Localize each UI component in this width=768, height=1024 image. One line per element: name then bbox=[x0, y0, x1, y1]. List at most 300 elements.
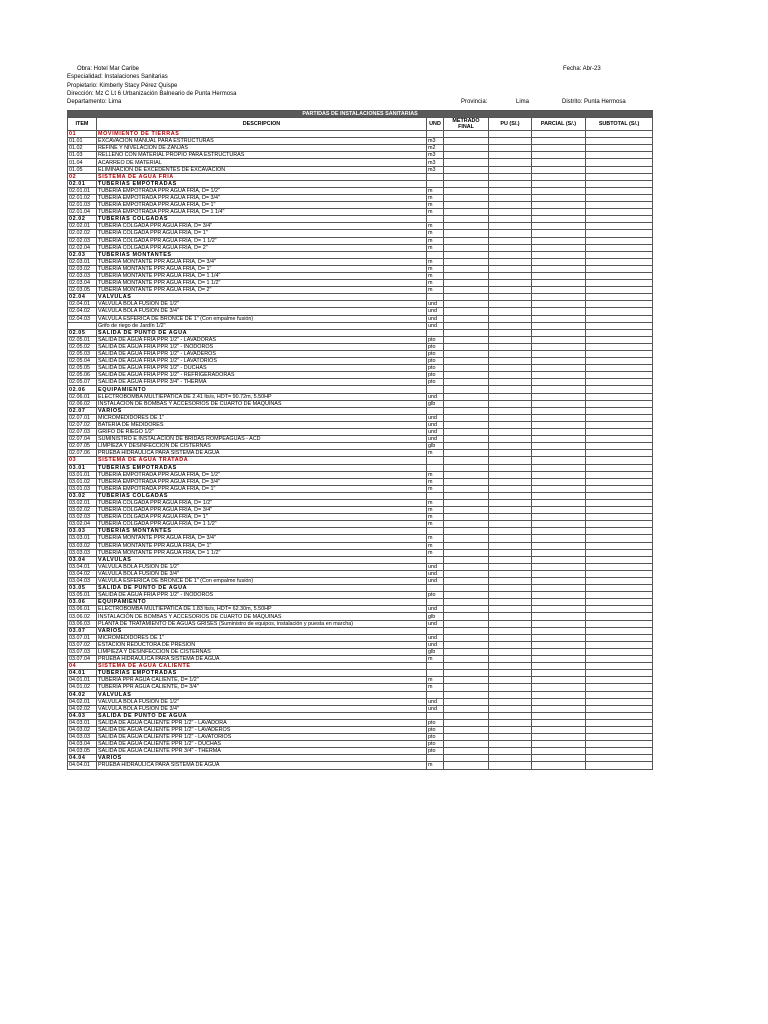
parcial-cell bbox=[532, 393, 586, 400]
subtotal-cell bbox=[586, 421, 653, 428]
table-row bbox=[68, 641, 653, 648]
subtotal-cell bbox=[586, 535, 653, 542]
item-cell: 04.01.01 bbox=[68, 677, 97, 684]
description-cell: MOVIMIENTO DE TIERRAS bbox=[97, 131, 427, 138]
pu-cell bbox=[489, 656, 532, 663]
parcial-cell bbox=[532, 173, 586, 180]
pu-cell bbox=[489, 173, 532, 180]
unit-cell: und bbox=[427, 421, 444, 428]
unit-cell bbox=[427, 131, 444, 138]
parcial-cell bbox=[532, 719, 586, 726]
description-cell: VÁLVULAS bbox=[97, 556, 427, 563]
unit-cell bbox=[427, 329, 444, 336]
unit-cell bbox=[427, 216, 444, 223]
metrado-cell bbox=[444, 499, 489, 506]
subtotal-cell bbox=[586, 280, 653, 287]
item-cell: 04.04 bbox=[68, 755, 97, 762]
description-cell: ELIMINACIÓN DE EXCEDENTES DE EXCAVACIÓN bbox=[97, 166, 427, 173]
unit-cell: m bbox=[427, 265, 444, 272]
parcial-cell bbox=[532, 606, 586, 613]
metrado-cell bbox=[444, 145, 489, 152]
metrado-cell bbox=[444, 450, 489, 457]
pu-cell bbox=[489, 606, 532, 613]
parcial-cell bbox=[532, 280, 586, 287]
subtotal-cell bbox=[586, 719, 653, 726]
unit-cell: m2 bbox=[427, 145, 444, 152]
unit-cell: und bbox=[427, 570, 444, 577]
subtotal-cell bbox=[586, 407, 653, 414]
metrado-cell bbox=[444, 393, 489, 400]
subtotal-cell bbox=[586, 656, 653, 663]
item-cell: 04.04.01 bbox=[68, 762, 97, 769]
pu-cell bbox=[489, 265, 532, 272]
parcial-cell bbox=[532, 294, 586, 301]
unit-cell: m bbox=[427, 535, 444, 542]
parcial-cell bbox=[532, 372, 586, 379]
description-cell: TUBERÍAS COLGADAS bbox=[97, 492, 427, 499]
fecha-label: Fecha: Abr-23 bbox=[563, 66, 601, 72]
pu-cell bbox=[489, 585, 532, 592]
subtotal-cell bbox=[586, 400, 653, 407]
table-row bbox=[68, 471, 653, 478]
parcial-cell bbox=[532, 762, 586, 769]
subtotal-cell bbox=[586, 492, 653, 499]
parcial-cell bbox=[532, 358, 586, 365]
description-cell: INSTALACIÓN DE BOMBAS Y ACCESORIOS DE CUARTO DE MÁQUINAS bbox=[97, 400, 427, 407]
metrado-cell bbox=[444, 329, 489, 336]
item-cell: 02.05.06 bbox=[68, 372, 97, 379]
table-row bbox=[68, 400, 653, 407]
subtotal-cell bbox=[586, 450, 653, 457]
pu-cell bbox=[489, 272, 532, 279]
parcial-cell bbox=[532, 272, 586, 279]
pu-cell bbox=[489, 748, 532, 755]
description-cell: SALIDA DE AGUA FRÍA PPR 3/4" - THERMA bbox=[97, 379, 427, 386]
item-cell: 03.01.01 bbox=[68, 471, 97, 478]
subtotal-cell bbox=[586, 499, 653, 506]
parcial-cell bbox=[532, 436, 586, 443]
pu-cell bbox=[489, 429, 532, 436]
table-row bbox=[68, 244, 653, 251]
subtotal-cell bbox=[586, 578, 653, 585]
unit-cell: pto bbox=[427, 748, 444, 755]
pu-cell bbox=[489, 684, 532, 691]
metrado-cell bbox=[444, 336, 489, 343]
parcial-cell bbox=[532, 698, 586, 705]
unit-cell: m bbox=[427, 514, 444, 521]
parcial-cell bbox=[532, 187, 586, 194]
description-cell: SALIDA DE AGUA FRÍA PPR 1/2" - DUCHAS bbox=[97, 365, 427, 372]
subtotal-cell bbox=[586, 180, 653, 187]
table-row bbox=[68, 499, 653, 506]
parcial-cell bbox=[532, 492, 586, 499]
table-row bbox=[68, 514, 653, 521]
metrado-cell bbox=[444, 656, 489, 663]
col-parcial: PARCIAL (S/.) bbox=[532, 118, 586, 131]
description-cell: SUMINISTRO E INSTALACIÓN DE BRIDAS ROMPEAGUAS - ACD bbox=[97, 436, 427, 443]
pu-cell bbox=[489, 613, 532, 620]
item-cell: 02.05.02 bbox=[68, 343, 97, 350]
section-row bbox=[68, 131, 653, 138]
subtotal-cell bbox=[586, 542, 653, 549]
subsection-row bbox=[68, 294, 653, 301]
pu-cell bbox=[489, 542, 532, 549]
parcial-cell bbox=[532, 741, 586, 748]
parcial-cell bbox=[532, 400, 586, 407]
subsection-row bbox=[68, 712, 653, 719]
subtotal-cell bbox=[586, 514, 653, 521]
subtotal-cell bbox=[586, 351, 653, 358]
metrado-cell bbox=[444, 705, 489, 712]
metrado-cell bbox=[444, 691, 489, 698]
description-cell: ELECTROBOMBA MULTIEPATICA DE 2.41 lts/s, HDT= 90.72m, 5.50HP bbox=[97, 393, 427, 400]
unit-cell: m bbox=[427, 499, 444, 506]
parcial-cell bbox=[532, 308, 586, 315]
parcial-cell bbox=[532, 485, 586, 492]
description-cell: TUBERÍA COLGADA PPR AGUA FRÍA, D= 3/4" bbox=[97, 507, 427, 514]
table-row bbox=[68, 606, 653, 613]
pu-cell bbox=[489, 535, 532, 542]
pu-cell bbox=[489, 400, 532, 407]
item-cell: 03.04.02 bbox=[68, 570, 97, 577]
description-cell: SALIDA DE AGUA FRÍA PPR 1/2" - INODOROS bbox=[97, 592, 427, 599]
table-row bbox=[68, 145, 653, 152]
item-cell: 02.03.04 bbox=[68, 280, 97, 287]
parcial-cell bbox=[532, 209, 586, 216]
subtotal-cell bbox=[586, 755, 653, 762]
metrado-cell bbox=[444, 712, 489, 719]
table-row bbox=[68, 656, 653, 663]
subtotal-cell bbox=[586, 365, 653, 372]
metrado-cell bbox=[444, 351, 489, 358]
description-cell: EQUIPAMIENTO bbox=[97, 599, 427, 606]
table-row bbox=[68, 698, 653, 705]
description-cell: TUBERÍA MONTANTE PPR AGUA FRÍA, D= 3/4" bbox=[97, 258, 427, 265]
pu-cell bbox=[489, 329, 532, 336]
unit-cell: und bbox=[427, 634, 444, 641]
table-row bbox=[68, 705, 653, 712]
subtotal-cell bbox=[586, 521, 653, 528]
parcial-cell bbox=[532, 457, 586, 464]
item-cell: 02.01.01 bbox=[68, 187, 97, 194]
subtotal-cell bbox=[586, 436, 653, 443]
col-descripcion: DESCRIPCION bbox=[97, 118, 427, 131]
subtotal-cell bbox=[586, 159, 653, 166]
description-cell: SALIDA DE PUNTO DE AGUA bbox=[97, 712, 427, 719]
pu-cell bbox=[489, 499, 532, 506]
subsection-row bbox=[68, 407, 653, 414]
item-cell: 02.03.03 bbox=[68, 272, 97, 279]
subtotal-cell bbox=[586, 138, 653, 145]
subtotal-cell bbox=[586, 684, 653, 691]
subsection-row bbox=[68, 556, 653, 563]
item-cell: 02.01 bbox=[68, 180, 97, 187]
description-cell: TUBERÍA EMPOTRADA PPR AGUA FRÍA, D= 3/4" bbox=[97, 478, 427, 485]
unit-cell: m bbox=[427, 194, 444, 201]
unit-cell bbox=[427, 556, 444, 563]
item-cell: 02.02.04 bbox=[68, 244, 97, 251]
pu-cell bbox=[489, 592, 532, 599]
metrado-cell bbox=[444, 237, 489, 244]
unit-cell: und bbox=[427, 563, 444, 570]
unit-cell: und bbox=[427, 301, 444, 308]
item-cell: 02.07 bbox=[68, 407, 97, 414]
table-row bbox=[68, 748, 653, 755]
item-cell: 01.02 bbox=[68, 145, 97, 152]
item-cell: 03.03 bbox=[68, 528, 97, 535]
pu-cell bbox=[489, 287, 532, 294]
pu-cell bbox=[489, 358, 532, 365]
unit-cell: pto bbox=[427, 379, 444, 386]
parcial-cell bbox=[532, 230, 586, 237]
description-cell: SISTEMA DE AGUA CALIENTE bbox=[97, 663, 427, 670]
pu-cell bbox=[489, 336, 532, 343]
subtotal-cell bbox=[586, 223, 653, 230]
unit-cell bbox=[427, 173, 444, 180]
subtotal-cell bbox=[586, 414, 653, 421]
unit-cell: pto bbox=[427, 343, 444, 350]
description-cell: ELECTROBOMBA MULTIEPATICA DE 1.83 lts/s, HDT= 62.30m, 5.50HP bbox=[97, 606, 427, 613]
table-title: PARTIDAS DE INSTALACIONES SANITARIAS bbox=[68, 111, 653, 118]
section-row bbox=[68, 457, 653, 464]
parcial-cell bbox=[532, 166, 586, 173]
metrado-cell bbox=[444, 258, 489, 265]
item-cell: 03.02.02 bbox=[68, 507, 97, 514]
pu-cell bbox=[489, 762, 532, 769]
unit-cell bbox=[427, 670, 444, 677]
subtotal-cell bbox=[586, 202, 653, 209]
parcial-cell bbox=[532, 265, 586, 272]
subtotal-cell bbox=[586, 237, 653, 244]
pu-cell bbox=[489, 578, 532, 585]
subtotal-cell bbox=[586, 507, 653, 514]
parcial-cell bbox=[532, 627, 586, 634]
subtotal-cell bbox=[586, 187, 653, 194]
table-row bbox=[68, 187, 653, 194]
subtotal-cell bbox=[586, 627, 653, 634]
parcial-cell bbox=[532, 641, 586, 648]
parcial-cell bbox=[532, 329, 586, 336]
item-cell: 04.01 bbox=[68, 670, 97, 677]
unit-cell: pto bbox=[427, 336, 444, 343]
unit-cell bbox=[427, 663, 444, 670]
subsection-row bbox=[68, 329, 653, 336]
item-cell: 02.05.01 bbox=[68, 336, 97, 343]
metrado-cell bbox=[444, 372, 489, 379]
metrado-cell bbox=[444, 613, 489, 620]
description-cell: SALIDA DE AGUA CALIENTE PPR 1/2" - LAVADEROS bbox=[97, 726, 427, 733]
parcial-cell bbox=[532, 499, 586, 506]
pu-cell bbox=[489, 549, 532, 556]
description-cell: VÁLVULA ESFÉRICA DE BRONCE DE 1" (Con empalme fusión) bbox=[97, 315, 427, 322]
table-row bbox=[68, 372, 653, 379]
pu-cell bbox=[489, 237, 532, 244]
metrado-cell bbox=[444, 620, 489, 627]
item-cell: 01.01 bbox=[68, 138, 97, 145]
unit-cell: m bbox=[427, 521, 444, 528]
item-cell: 03.05 bbox=[68, 585, 97, 592]
item-cell: 02.05.04 bbox=[68, 358, 97, 365]
description-cell: ACARREO DE MATERIAL bbox=[97, 159, 427, 166]
description-cell: VÁLVULA BOLA FUSIÓN DE 3/4" bbox=[97, 570, 427, 577]
parcial-cell bbox=[532, 443, 586, 450]
subsection-row bbox=[68, 627, 653, 634]
description-cell: TUBERÍA COLGADA PPR AGUA FRÍA, D= 1 1/2" bbox=[97, 521, 427, 528]
subtotal-cell bbox=[586, 152, 653, 159]
subtotal-cell bbox=[586, 329, 653, 336]
parcial-cell bbox=[532, 620, 586, 627]
description-cell: SALIDA DE AGUA CALIENTE PPR 1/2" - DUCHAS bbox=[97, 741, 427, 748]
item-cell: 03.01 bbox=[68, 464, 97, 471]
description-cell: PRUEBA HIDRAÚLICA PARA SISTEMA DE AGUA bbox=[97, 656, 427, 663]
parcial-cell bbox=[532, 726, 586, 733]
subtotal-cell bbox=[586, 485, 653, 492]
table-row bbox=[68, 762, 653, 769]
unit-cell bbox=[427, 386, 444, 393]
metrado-cell bbox=[444, 287, 489, 294]
description-cell: Grifo de riego de Jardín 1/2" bbox=[97, 322, 427, 329]
unit-cell: m bbox=[427, 450, 444, 457]
description-cell: LIMPIEZA Y DESINFECCIÓN DE CISTERNAS bbox=[97, 648, 427, 655]
description-cell: VARIOS bbox=[97, 407, 427, 414]
metrado-cell bbox=[444, 230, 489, 237]
item-cell: 03.04.03 bbox=[68, 578, 97, 585]
table-row bbox=[68, 684, 653, 691]
pu-cell bbox=[489, 407, 532, 414]
item-cell: 02.07.04 bbox=[68, 436, 97, 443]
description-cell: TUBERÍAS EMPOTRADAS bbox=[97, 464, 427, 471]
table-row bbox=[68, 436, 653, 443]
item-cell: 03 bbox=[68, 457, 97, 464]
metrado-cell bbox=[444, 755, 489, 762]
metrado-cell bbox=[444, 194, 489, 201]
parcial-cell bbox=[532, 414, 586, 421]
unit-cell: m bbox=[427, 549, 444, 556]
pu-cell bbox=[489, 741, 532, 748]
description-cell: TUBERÍA COLGADA PPR AGUA FRÍA, D= 1" bbox=[97, 230, 427, 237]
pu-cell bbox=[489, 194, 532, 201]
metrado-cell bbox=[444, 542, 489, 549]
table-row bbox=[68, 634, 653, 641]
table-row bbox=[68, 485, 653, 492]
item-cell: 03.07.01 bbox=[68, 634, 97, 641]
metrado-cell bbox=[444, 648, 489, 655]
unit-cell bbox=[427, 180, 444, 187]
unit-cell: glb bbox=[427, 648, 444, 655]
item-cell: 03.03.03 bbox=[68, 549, 97, 556]
subtotal-cell bbox=[586, 393, 653, 400]
description-cell: VÁLVULA ESFÉRICA DE BRONCE DE 1" (Con empalme fusión) bbox=[97, 578, 427, 585]
item-cell: 04.03.05 bbox=[68, 748, 97, 755]
description-cell: ESTACIÓN REDUCTORA DE PRESIÓN bbox=[97, 641, 427, 648]
description-cell: LIMPIEZA Y DESINFECCIÓN DE CISTERNAS bbox=[97, 443, 427, 450]
description-cell: BATERÍA DE MEDIDORES bbox=[97, 421, 427, 428]
metrado-cell bbox=[444, 152, 489, 159]
parcial-cell bbox=[532, 223, 586, 230]
pu-cell bbox=[489, 471, 532, 478]
description-cell: PRUEBA HIDRAÚLICA PARA SISTEMA DE AGUA bbox=[97, 450, 427, 457]
pu-cell bbox=[489, 634, 532, 641]
metrado-cell bbox=[444, 209, 489, 216]
subtotal-cell bbox=[586, 464, 653, 471]
partidas-table bbox=[67, 110, 653, 770]
description-cell: TUBERÍA COLGADA PPR AGUA FRÍA, D= 1 1/2" bbox=[97, 237, 427, 244]
description-cell: TUBERÍA EMPOTRADA PPR AGUA FRÍA, D= 3/4" bbox=[97, 194, 427, 201]
parcial-cell bbox=[532, 599, 586, 606]
table-row bbox=[68, 138, 653, 145]
unit-cell: m bbox=[427, 272, 444, 279]
item-cell: 02.05.05 bbox=[68, 365, 97, 372]
description-cell: SALIDA DE AGUA FRÍA PPR 1/2" - LAVADEROS bbox=[97, 351, 427, 358]
parcial-cell bbox=[532, 634, 586, 641]
table-row bbox=[68, 578, 653, 585]
description-cell: SALIDA DE AGUA FRÍA PPR 1/2" - INODOROS bbox=[97, 343, 427, 350]
unit-cell: m bbox=[427, 280, 444, 287]
item-cell: 02.07.03 bbox=[68, 429, 97, 436]
description-cell: TUBERÍA MONTANTE PPR AGUA FRÍA, D= 1" bbox=[97, 542, 427, 549]
pu-cell bbox=[489, 570, 532, 577]
metrado-cell bbox=[444, 677, 489, 684]
description-cell: SALIDA DE AGUA CALIENTE PPR 1/2" - LAVADORA bbox=[97, 719, 427, 726]
subsection-row bbox=[68, 216, 653, 223]
subtotal-cell bbox=[586, 173, 653, 180]
parcial-cell bbox=[532, 159, 586, 166]
item-cell: 03.06 bbox=[68, 599, 97, 606]
parcial-cell bbox=[532, 528, 586, 535]
metrado-cell bbox=[444, 535, 489, 542]
metrado-cell bbox=[444, 421, 489, 428]
parcial-cell bbox=[532, 202, 586, 209]
unit-cell: und bbox=[427, 429, 444, 436]
item-cell: 03.02.03 bbox=[68, 514, 97, 521]
unit-cell: und bbox=[427, 606, 444, 613]
subtotal-cell bbox=[586, 726, 653, 733]
metrado-cell bbox=[444, 485, 489, 492]
description-cell: MICROMEDIDORES DE 1" bbox=[97, 634, 427, 641]
metrado-cell bbox=[444, 627, 489, 634]
description-cell: TUBERÍA MONTANTE PPR AGUA FRÍA, D= 3/4" bbox=[97, 535, 427, 542]
description-cell: MICROMEDIDORES DE 1" bbox=[97, 414, 427, 421]
unit-cell: und bbox=[427, 578, 444, 585]
pu-cell bbox=[489, 351, 532, 358]
item-cell: 02.02.01 bbox=[68, 223, 97, 230]
item-cell: 02.04 bbox=[68, 294, 97, 301]
parcial-cell bbox=[532, 556, 586, 563]
metrado-cell bbox=[444, 748, 489, 755]
subtotal-cell bbox=[586, 209, 653, 216]
table-row bbox=[68, 315, 653, 322]
pu-cell bbox=[489, 464, 532, 471]
pu-cell bbox=[489, 294, 532, 301]
description-cell: TUBERÍA PPR AGUA CALIENTE, D= 1/2" bbox=[97, 677, 427, 684]
pu-cell bbox=[489, 563, 532, 570]
table-row bbox=[68, 563, 653, 570]
description-cell: REFINE Y NIVELACION DE ZANJAS bbox=[97, 145, 427, 152]
metrado-cell bbox=[444, 514, 489, 521]
table-row bbox=[68, 272, 653, 279]
unit-cell: glb bbox=[427, 613, 444, 620]
table-row bbox=[68, 209, 653, 216]
item-cell: 03.04 bbox=[68, 556, 97, 563]
item-cell: 02.05 bbox=[68, 329, 97, 336]
description-cell: SISTEMA DE AGUA TRATADA bbox=[97, 457, 427, 464]
metrado-cell bbox=[444, 762, 489, 769]
item-cell: 02.04.03 bbox=[68, 315, 97, 322]
subtotal-cell bbox=[586, 265, 653, 272]
description-cell: VARIOS bbox=[97, 627, 427, 634]
parcial-cell bbox=[532, 244, 586, 251]
item-cell: 04 bbox=[68, 663, 97, 670]
